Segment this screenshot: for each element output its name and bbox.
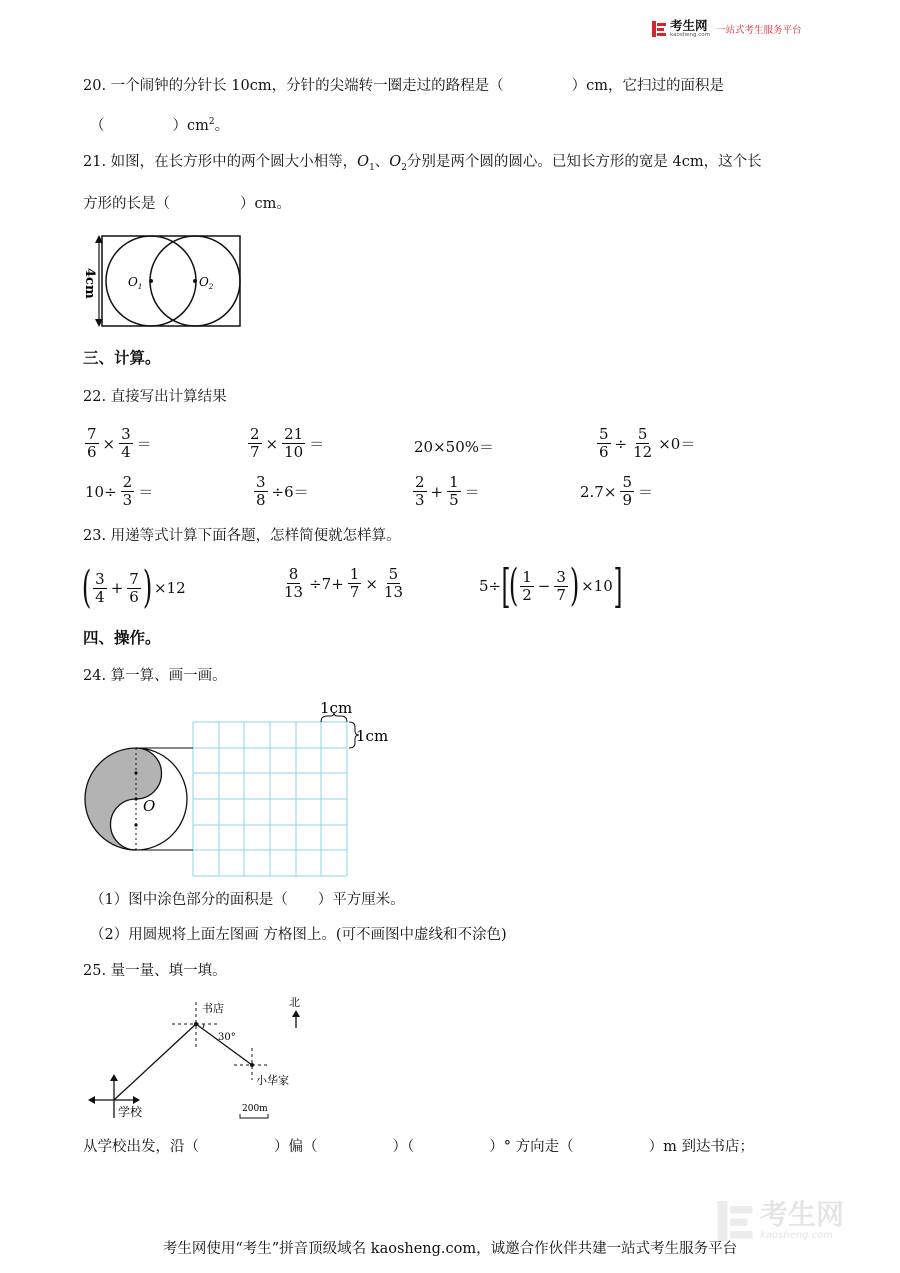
logo-domain: kaosheng.com <box>670 32 711 38</box>
q21-o2-sub: 2 <box>401 162 407 173</box>
q25-text-b: ）偏（ <box>274 1139 318 1155</box>
section-3-title: 三、计算。 <box>83 349 161 367</box>
q22-expr-6: $\frac{3}{8}$ ÷6＝ <box>256 473 309 509</box>
q22-expr-4: $\frac{5}{6}$ ÷ $\frac{5}{12}$ ×0＝ <box>599 425 696 461</box>
q21-sep: 、 <box>374 154 390 170</box>
q22-title: 22. 直接写出计算结果 <box>83 389 227 405</box>
lower-center-dot <box>134 823 137 826</box>
upper-center-dot <box>134 771 137 774</box>
scale-label: 200m <box>242 1104 268 1114</box>
q21-text-d: ）cm。 <box>240 196 291 212</box>
arrow-west-icon <box>88 1096 95 1104</box>
q25-fill-line <box>83 1137 754 1157</box>
q24-part1-text-a: （1）图中涂色部分的面积是（ <box>90 892 288 908</box>
q25-figure <box>84 990 314 1122</box>
q20-line1 <box>83 76 724 96</box>
q21-o2: O <box>389 154 402 170</box>
grid-label-right: 1cm <box>356 727 389 745</box>
center-dot-1 <box>149 279 153 283</box>
q24-part1-text-b: ）平方厘米。 <box>317 892 405 908</box>
q25-title: 25. 量一量、填一填。 <box>83 963 227 979</box>
q22-expr-5: 10÷ $\frac{2}{3}$ ＝ <box>85 473 154 509</box>
o1-label: $O_1$ <box>128 275 143 291</box>
path-bookstore-home <box>196 1024 252 1065</box>
q20-text-d: ）cm <box>172 117 209 134</box>
logo-brand: 考生网 <box>670 18 708 33</box>
center-label: O <box>143 797 156 815</box>
path-school-bookstore <box>114 1024 196 1100</box>
q23-expr-2: $\frac{8}{13}$ ÷7+ $\frac{1}{7}$ × $\frac{5}{13}$ <box>284 565 403 601</box>
angle-arc <box>203 1024 204 1028</box>
q22-expr-2: $\frac{2}{7}$ × $\frac{21}{10}$ ＝ <box>250 425 325 461</box>
home-label: 小华家 <box>256 1074 289 1087</box>
school-label: 学校 <box>118 1105 143 1119</box>
q25-text-a: 从学校出发，沿（ <box>83 1139 199 1155</box>
q23-title: 23. 用递等式计算下面各题，怎样简便就怎样算。 <box>83 528 401 544</box>
section-4-title: 四、操作。 <box>83 629 161 647</box>
q20-text-e: 。 <box>214 117 230 134</box>
watermark-logo-icon <box>716 1201 754 1241</box>
q22-expr-3: 20×50%＝ <box>414 438 494 456</box>
kaosheng-logo-icon <box>652 21 666 37</box>
watermark-sub: kaosheng.com <box>760 1230 833 1241</box>
grid <box>193 722 347 876</box>
rectangle <box>102 236 240 326</box>
q21-o1-sub: 1 <box>369 162 375 173</box>
header-logo <box>652 20 802 38</box>
q22-expr-1: $\frac{7}{6}$ × $\frac{3}{4}$ ＝ <box>87 425 152 461</box>
watermark-text: 考生网 <box>760 1198 845 1231</box>
q23-expr-1: ( $\frac{3}{4}$ + $\frac{7}{6}$ ) ×12 <box>81 562 186 613</box>
center-dot <box>134 797 137 800</box>
q20-line2 <box>90 112 229 136</box>
arrow-north-icon <box>110 1074 118 1081</box>
center-dot-2 <box>193 279 197 283</box>
q20-sup: 2 <box>208 117 215 127</box>
bookstore-label: 书店 <box>202 1002 224 1015</box>
q24-part1 <box>90 890 405 910</box>
q24-part2: （2）用圆规将上面左图画 方格图上。(可不画图中虚线和不涂色) <box>90 927 507 943</box>
grid-label-top: 1cm <box>320 699 353 717</box>
q21-text-b: 分别是两个圆的圆心。已知长方形的宽是 4cm，这个长 <box>406 154 762 170</box>
q21-text-a: 21. 如图，在长方形中的两个圆大小相等， <box>83 154 358 170</box>
q20-text-a: 20. 一个闹钟的分针长 10cm，分针的尖端转一圈走过的路程是（ <box>83 78 504 94</box>
north-label: 北 <box>289 996 300 1009</box>
q25-text-d: ）° 方向走（ <box>489 1139 574 1155</box>
q20-text-c: （ <box>90 117 105 134</box>
scale-bar <box>240 1114 268 1118</box>
angle-label: 30° <box>218 1032 236 1043</box>
watermark <box>716 1200 844 1241</box>
home-dot <box>250 1063 254 1067</box>
q25-text-e: ）m 到达书店； <box>648 1139 754 1155</box>
q25-text-c: ）（ <box>392 1139 415 1155</box>
q21-line1 <box>83 152 762 178</box>
width-label: 4cm <box>82 268 97 299</box>
q21-line2 <box>83 194 291 214</box>
footer-text: 考生网使用“考生”拼音顶级域名 kaosheng.com，诚邀合作伙伴共建一站式考生服务平台 <box>162 1241 738 1257</box>
q21-o1: O <box>357 154 370 170</box>
arrow-east-icon <box>133 1096 140 1104</box>
q21-text-c: 方形的长是（ <box>83 196 170 212</box>
q21-figure <box>80 232 250 332</box>
q22-expr-7: $\frac{2}{3}$ + $\frac{1}{5}$ ＝ <box>415 473 480 509</box>
north-arrow-icon <box>292 1010 300 1017</box>
q24-title: 24. 算一算、画一画。 <box>83 668 227 684</box>
q24-figure <box>80 696 400 880</box>
q22-expr-8: 2.7× $\frac{5}{9}$ ＝ <box>580 473 653 509</box>
logo-slogan: 一站式考生服务平台 <box>716 25 802 36</box>
q23-expr-3: 5÷ [ ( $\frac{1}{2}$ − $\frac{3}{7}$ ) ×10 ] <box>479 559 623 613</box>
q20-text-b: ）cm，它扫过的面积是 <box>571 78 724 94</box>
o2-label: $O_2$ <box>199 275 214 291</box>
